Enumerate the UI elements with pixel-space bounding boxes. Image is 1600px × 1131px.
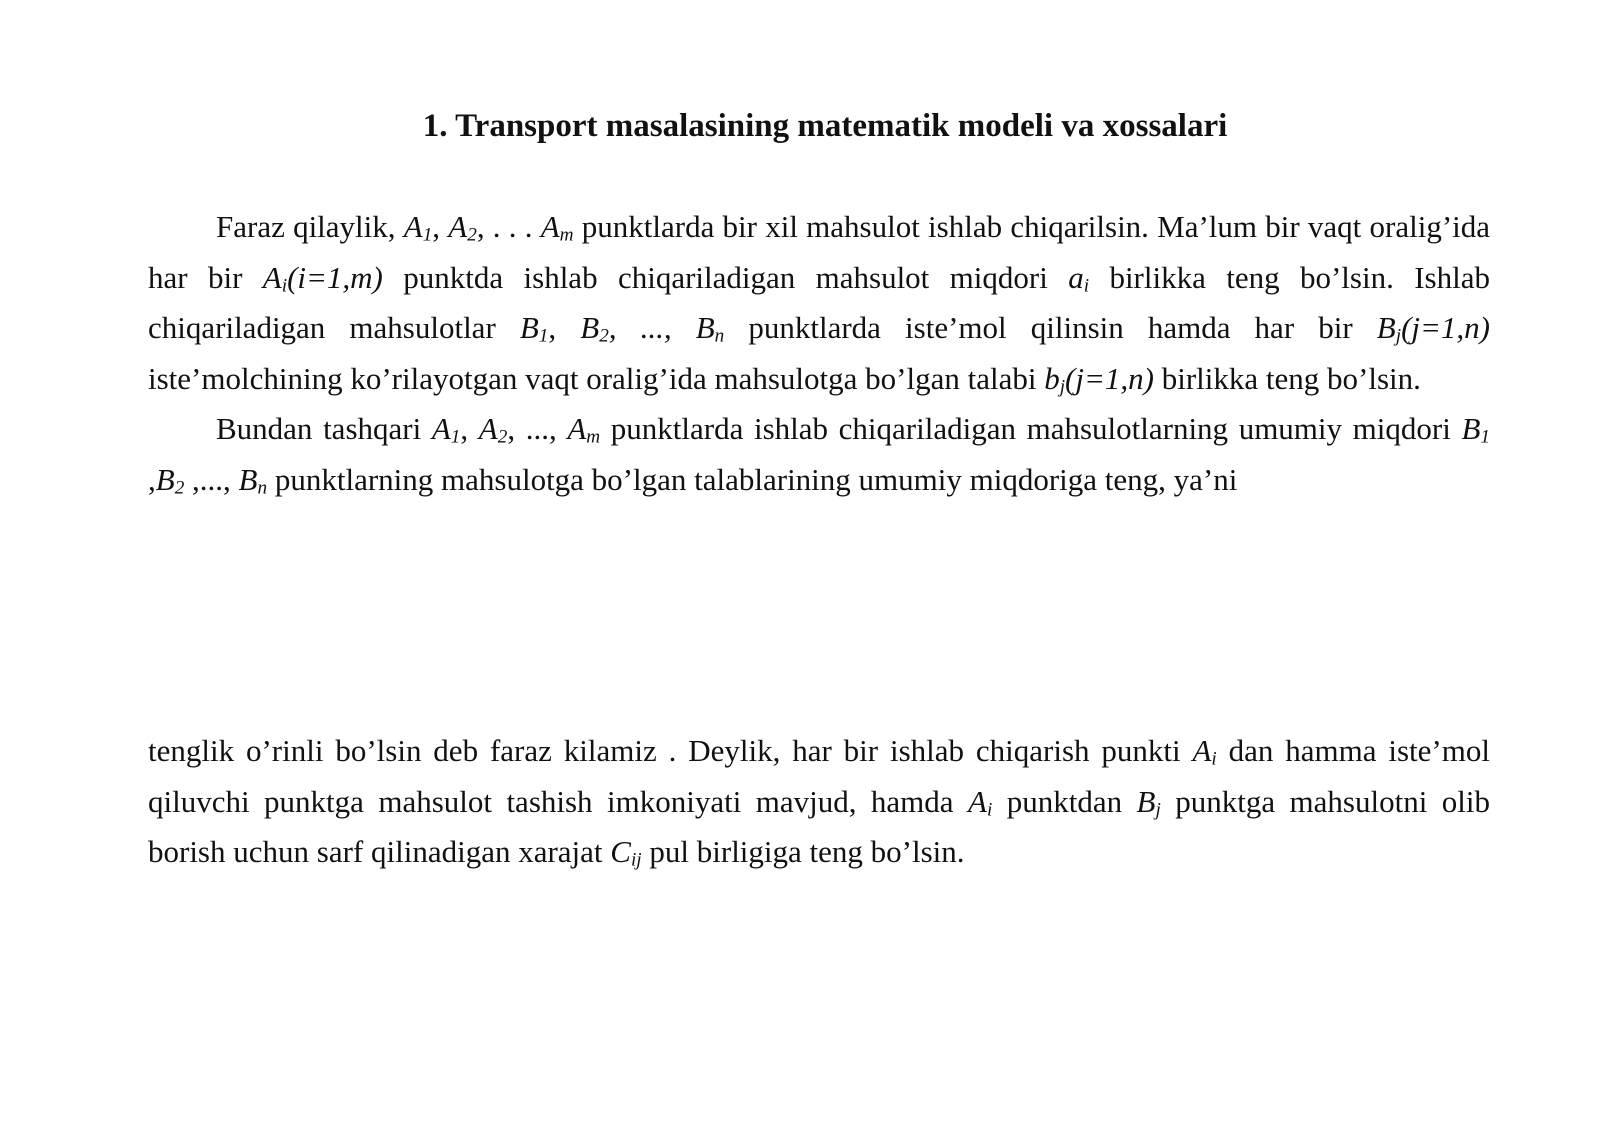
math-symbol: A bbox=[968, 783, 987, 819]
math-symbol: A bbox=[478, 411, 498, 446]
math-symbol: a bbox=[1068, 259, 1084, 295]
text-run: iste’molchining ko’rilayotgan vaqt oralig’ida mahsulotga bo’lgan talabi bbox=[148, 360, 1045, 396]
paragraph-1 bbox=[148, 202, 1490, 404]
text-run: punktga mahsulotni olib borish uchun sarf qilinadigan xarajat bbox=[148, 783, 1490, 869]
math-symbol: b bbox=[1044, 360, 1060, 396]
text-run: pul birligiga teng bo’lsin. bbox=[641, 834, 965, 869]
text-run: birlikka teng bo’lsin. Ishlab chiqariladigan mahsulotlar bbox=[148, 259, 1490, 345]
math-symbol: A bbox=[567, 411, 587, 446]
math-subscript: n bbox=[257, 476, 268, 498]
math-subscript: j bbox=[1395, 325, 1402, 347]
math-subscript: 1 bbox=[450, 426, 461, 448]
math-subscript: i bbox=[281, 274, 288, 296]
text-run: , . . . bbox=[476, 209, 541, 244]
text-run: Faraz qilaylik, bbox=[216, 209, 404, 244]
math-subscript: 1 bbox=[538, 325, 549, 347]
math-subscript: j bbox=[1059, 375, 1066, 397]
math-subscript: i bbox=[1083, 274, 1090, 296]
text-run: tenglik o’rinli bo’lsin deb faraz kilamiz . Deylik, har bir ishlab chiqarish punkti bbox=[148, 733, 1193, 768]
text-run: , bbox=[548, 310, 581, 345]
math-range: (j=1,n) bbox=[1401, 310, 1490, 345]
text-run: , bbox=[432, 209, 449, 244]
math-symbol: A bbox=[431, 411, 451, 446]
text-run: punktda ishlab chiqariladigan mahsulot miqdori bbox=[382, 259, 1069, 295]
text-run: Bundan tashqari bbox=[216, 411, 432, 446]
text-run: , bbox=[460, 411, 479, 446]
math-symbol: B bbox=[238, 461, 258, 497]
math-symbol: A bbox=[1192, 733, 1212, 768]
math-subscript: m bbox=[586, 426, 601, 448]
math-symbol: B bbox=[1136, 783, 1156, 819]
math-symbol: A bbox=[448, 209, 468, 244]
math-symbol: B bbox=[695, 310, 715, 345]
math-symbol: A bbox=[262, 259, 282, 295]
text-run: punktlarda bir xil mahsulot ishlab chiqarilsin. Ma’lum bir vaqt oralig’ida har bir bbox=[148, 209, 1491, 295]
math-subscript: i bbox=[1211, 748, 1217, 770]
text-block-top bbox=[148, 202, 1490, 505]
math-subscript: m bbox=[559, 224, 574, 246]
text-block-bottom bbox=[148, 726, 1490, 878]
math-subscript: 2 bbox=[174, 476, 185, 498]
math-subscript: 2 bbox=[599, 325, 609, 347]
text-run: birlikka teng bo’lsin. bbox=[1153, 360, 1421, 396]
math-subscript: n bbox=[714, 325, 725, 347]
math-range: (j=1,n) bbox=[1065, 360, 1154, 396]
text-run: punktdan bbox=[992, 783, 1137, 819]
math-symbol: B bbox=[1376, 310, 1396, 345]
text-run: punktlarda iste’mol qilinsin hamda har bir bbox=[724, 310, 1377, 345]
math-symbol: A bbox=[403, 209, 423, 244]
text-run: punktlarning mahsulotga bo’lgan talablarining umumiy miqdoriga teng, ya’ni bbox=[267, 461, 1238, 497]
math-range: (i=1,m) bbox=[287, 259, 383, 295]
section-title: 1. Transport masalasining matematik modeli va xossalari bbox=[422, 108, 1228, 144]
math-subscript: ij bbox=[630, 849, 642, 871]
text-run: punktlarda ishlab chiqariladigan mahsulotlarning umumiy miqdori bbox=[600, 411, 1462, 446]
math-symbol: B bbox=[1461, 411, 1481, 446]
text-run: , ..., bbox=[507, 411, 568, 446]
math-symbol: B bbox=[155, 461, 175, 497]
math-symbol: A bbox=[540, 209, 560, 244]
math-symbol: B bbox=[580, 310, 600, 345]
paragraph-3 bbox=[148, 726, 1490, 878]
math-subscript: 1 bbox=[422, 224, 433, 246]
math-subscript: j bbox=[1155, 798, 1161, 820]
text-run: , bbox=[148, 461, 156, 497]
math-subscript: 1 bbox=[1480, 426, 1490, 448]
math-symbol: B bbox=[519, 310, 539, 345]
text-run: dan hamma iste’mol qiluvchi punktga mahsulot tashish imkoniyati mavjud, hamda bbox=[148, 733, 1490, 819]
math-symbol: C bbox=[610, 834, 631, 869]
math-subscript: i bbox=[986, 798, 993, 820]
text-run: ,..., bbox=[184, 461, 239, 497]
math-subscript: 2 bbox=[467, 224, 477, 246]
paragraph-2 bbox=[148, 404, 1490, 505]
math-subscript: 2 bbox=[497, 426, 508, 448]
math-symbol: , ..., bbox=[608, 310, 696, 345]
